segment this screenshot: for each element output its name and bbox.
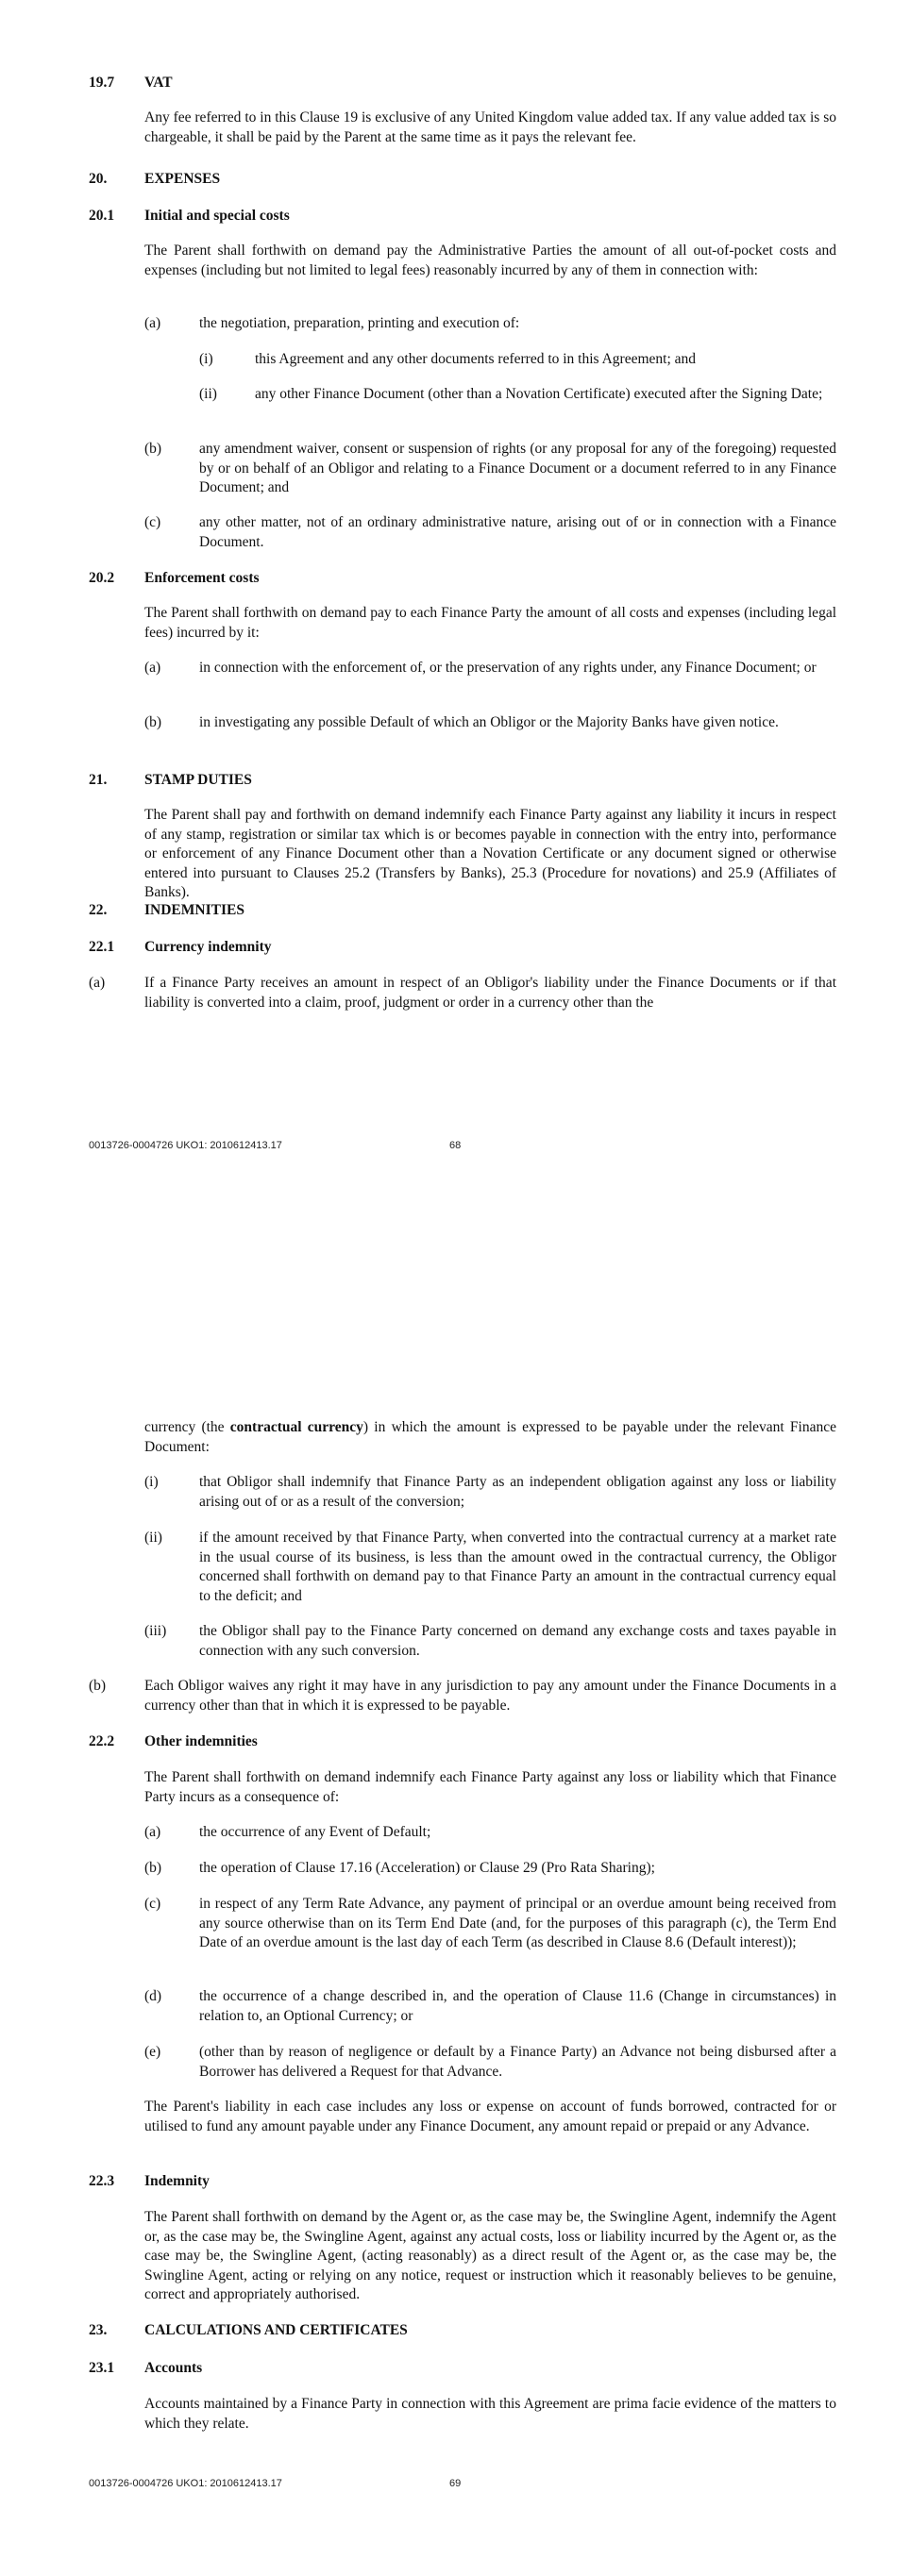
list-label: (b) [144, 441, 162, 457]
paragraph-continuation [144, 1418, 836, 1457]
list-item-text: (other than by reason of negligence or default by a Finance Party) an Advance not being disbursed after a Borrower has delivered a Request for that Advance. [199, 2044, 836, 2080]
section-number: 23.1 [89, 2360, 115, 2376]
list-item-text: If a Finance Party receives an amount in respect of an Obligor's liability under the Finance Documents or if that liability is converted into a claim, proof, judgment or order in a currency other than the [144, 975, 836, 1011]
section-heading: Initial and special costs [144, 208, 290, 224]
list-label: (c) [144, 514, 161, 530]
section-number: 22.1 [89, 939, 115, 955]
list-item-text: the negotiation, preparation, printing and execution of: [199, 315, 520, 331]
section-number: 22. [89, 902, 108, 918]
section-number: 20.1 [89, 208, 115, 224]
section-number: 20. [89, 171, 108, 187]
list-label: (a) [144, 315, 161, 331]
section-heading: INDEMNITIES [144, 902, 244, 918]
list-label: (b) [89, 1678, 107, 1694]
page-number: 68 [449, 1140, 462, 1151]
section-heading: Other indemnities [144, 1733, 258, 1749]
paragraph: The Parent's liability in each case includes any loss or expense on account of funds borrowed, contracted for or utilised to fund any amount payable under any Finance Document, any amount repaid or prepaid or any Advance. [144, 2099, 836, 2134]
section-heading: Indemnity [144, 2173, 210, 2189]
list-label: (iii) [144, 1623, 167, 1639]
list-label: (c) [144, 1896, 161, 1912]
list-label: (b) [144, 1860, 162, 1876]
list-label: (a) [144, 1824, 161, 1840]
section-heading: Currency indemnity [144, 939, 272, 955]
list-label: (ii) [199, 386, 217, 402]
defined-term: contractual currency [229, 1419, 363, 1435]
list-item-text: if the amount received by that Finance Party, when converted into the contractual currency at a market rate in the usual course of its business, is less than the amount owed in the contractual currency, the Obligor concerned shall forthwith on demand pay to that Finance Party an amount in the contractual currency equal to the deficit; and [199, 1530, 836, 1604]
text-run: currency (the [144, 1419, 230, 1435]
footer-reference: 0013726-0004726 UKO1: 2010612413.17 [89, 2478, 282, 2489]
section-number: 22.3 [89, 2173, 115, 2189]
list-label: (b) [144, 714, 162, 730]
paragraph: Any fee referred to in this Clause 19 is exclusive of any United Kingdom value added tax. If any value added tax is so chargeable, it shall be paid by the Parent at the same time as it pays the relevant fee. [144, 109, 836, 145]
list-label: (i) [144, 1474, 159, 1490]
list-item-text: Each Obligor waives any right it may have in any jurisdiction to pay any amount under the Finance Documents in a currency other than that in which it is expressed to be payable. [144, 1678, 836, 1714]
paragraph: The Parent shall forthwith on demand pay to each Finance Party the amount of all costs and expenses (including legal fees) incurred by it: [144, 605, 836, 641]
paragraph: The Parent shall forthwith on demand pay the Administrative Parties the amount of all out-of-pocket costs and expenses (including but not limited to legal fees) reasonably incurred by any of them in connection with: [144, 243, 836, 278]
list-label: (e) [144, 2044, 161, 2060]
section-number: 22.2 [89, 1733, 115, 1749]
paragraph: Accounts maintained by a Finance Party in connection with this Agreement are prima facie evidence of the matters to which they relate. [144, 2396, 836, 2432]
list-label: (i) [199, 351, 213, 367]
section-heading: STAMP DUTIES [144, 772, 252, 788]
footer-reference: 0013726-0004726 UKO1: 2010612413.17 [89, 1140, 282, 1151]
section-number: 21. [89, 772, 108, 788]
text-run: ) in which the amount is expressed to be payable under the relevant Finance Document: [144, 1419, 836, 1455]
list-item-text: any other matter, not of an ordinary administrative nature, arising out of or in connection with a Finance Document. [199, 514, 836, 550]
page-number: 69 [449, 2478, 462, 2489]
section-heading: VAT [144, 75, 173, 91]
list-label: (a) [89, 975, 106, 991]
list-item-text: in respect of any Term Rate Advance, any payment of principal or an overdue amount being received from any source otherwise than on its Term End Date (and, for the purposes of this paragraph (c), the Term End Date of an overdue amount is the last day of each Term (as described in Clause 8.6 (Default interest)); [199, 1896, 836, 1950]
section-heading: EXPENSES [144, 171, 221, 187]
document-page-69 [0, 1302, 910, 2576]
list-item-text: any amendment waiver, consent or suspension of rights (or any proposal for any of the foregoing) requested by or on behalf of an Obligor and relating to a Finance Document or a document referred to in any Finance Document; and [199, 441, 836, 495]
list-item-text: the operation of Clause 17.16 (Acceleration) or Clause 29 (Pro Rata Sharing); [199, 1860, 655, 1876]
section-number: 20.2 [89, 570, 115, 586]
list-label: (d) [144, 1988, 162, 2004]
list-item-text: in connection with the enforcement of, or the preservation of any rights under, any Finance Document; or [199, 660, 817, 676]
section-heading: Accounts [144, 2360, 203, 2376]
list-label: (ii) [144, 1530, 162, 1546]
list-item-text: the occurrence of any Event of Default; [199, 1824, 431, 1840]
list-item-text: the occurrence of a change described in, and the operation of Clause 11.6 (Change in circumstances) in relation to, an Optional Currency; or [199, 1988, 836, 2024]
paragraph: The Parent shall pay and forthwith on demand indemnify each Finance Party against any liability it incurs in respect of any stamp, registration or similar tax which is or becomes payable in connection with the entry into, performance or enforcement of any Finance Document other than a Novation Certificate or any document signed or otherwise entered into pursuant to Clauses 25.2 (Transfers by Banks), 25.3 (Procedure for novations) and 25.9 (Affiliates of Banks). [144, 807, 836, 900]
paragraph: The Parent shall forthwith on demand by the Agent or, as the case may be, the Swingline Agent, indemnify the Agent or, as the case may be, the Swingline Agent, against any actual costs, loss or liability incurred by the Agent or, as the case may be, the Swingline Agent, (acting reasonably) as a direct result of the Agent or, as the case may be, the Swingline Agent, acting or relying on any notice, request or instruction which it reasonably believes to be genuine, correct and appropriately authorised. [144, 2209, 836, 2302]
section-heading: Enforcement costs [144, 570, 260, 586]
list-item-text: this Agreement and any other documents referred to in this Agreement; and [255, 351, 697, 367]
list-item-text: in investigating any possible Default of which an Obligor or the Majority Banks have given notice. [199, 714, 779, 730]
section-number: 19.7 [89, 75, 115, 91]
list-item-text: any other Finance Document (other than a Novation Certificate) executed after the Signing Date; [255, 386, 823, 402]
paragraph: The Parent shall forthwith on demand indemnify each Finance Party against any loss or liability which that Finance Party incurs as a consequence of: [144, 1769, 836, 1805]
section-heading: CALCULATIONS AND CERTIFICATES [144, 2322, 408, 2338]
section-number: 23. [89, 2322, 108, 2338]
list-item-text: that Obligor shall indemnify that Finance Party as an independent obligation against any loss or liability arising out of or as a result of the conversion; [199, 1474, 836, 1510]
list-label: (a) [144, 660, 161, 676]
list-item-text: the Obligor shall pay to the Finance Party concerned on demand any exchange costs and taxes payable in connection with any such conversion. [199, 1623, 836, 1659]
